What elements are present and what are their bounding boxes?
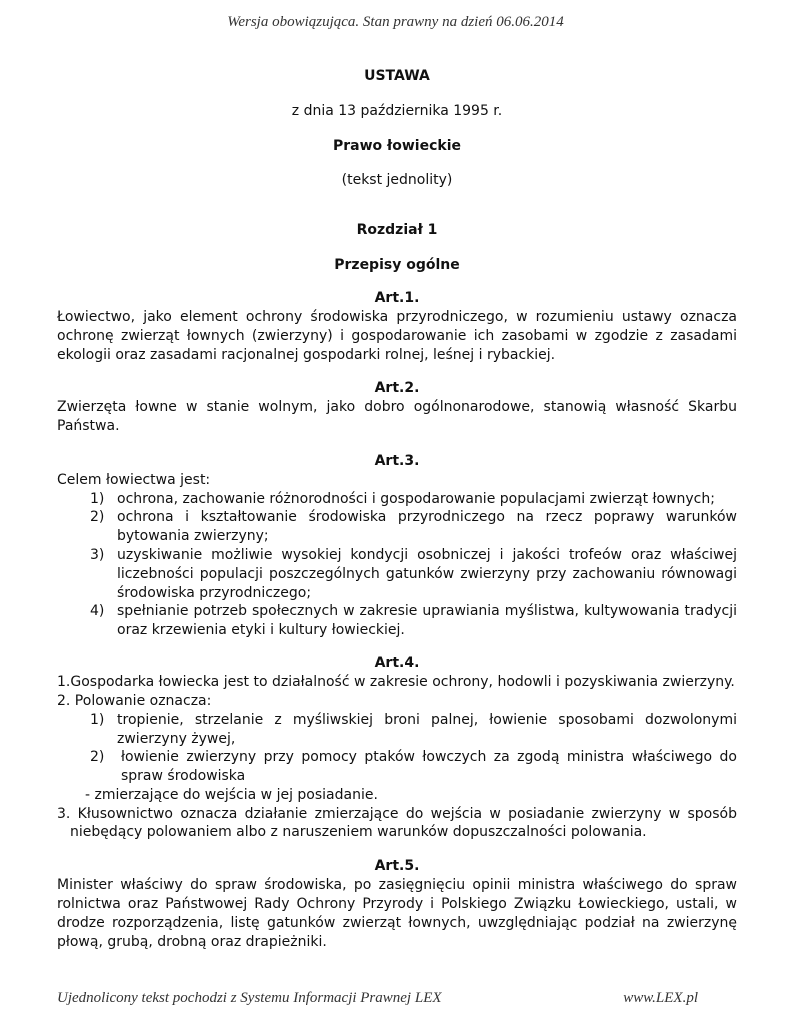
art3-item-text: ochrona i kształtowanie środowiska przyrodniczego na rzecz poprawy warunków bytowania zwierzyny; — [117, 509, 737, 544]
art4-item-text: łowienie zwierzyny przy pomocy ptaków łowczych za zgodą ministra właściwego do spraw środowiska — [121, 749, 737, 784]
art5-text: Minister właściwy do spraw środowiska, po zasięgnięciu opinii ministra właściwego do spraw rolnictwa oraz Państwowej Rady Ochrony Przyrody i Polskiego Związku Łowieckiego, ustali, w drodze rozporządzenia, listę gatunków zwierząt łownych, uwzględniając podział na zwierzynę płową, grubą, drobną oraz drapieżniki. — [57, 877, 737, 950]
art2-text: Zwierzęta łowne w stanie wolnym, jako dobro ogólnonarodowe, stanowią własność Skarbu Państwa. — [57, 399, 737, 434]
art3-item-number: 2) — [90, 509, 105, 525]
act-subtitle: (tekst jednolity) — [341, 172, 453, 188]
act-type-title: USTAWA — [364, 68, 430, 84]
art3-item-text: ochrona, zachowanie różnorodności i gospodarowanie populacjami zwierząt łownych; — [117, 491, 715, 507]
art2-heading: Art.2. — [374, 380, 420, 396]
act-date: z dnia 13 października 1995 r. — [291, 103, 503, 119]
art4-heading: Art.4. — [374, 655, 420, 671]
art3-item-number: 3) — [90, 547, 105, 563]
footer-source: Ujednolicony tekst pochodzi z Systemu Informacji Prawnej LEX — [57, 990, 442, 1006]
art3-item-text: spełnianie potrzeb społecznych w zakresie uprawiania myślistwa, kultywowania tradycji oraz krzewienia etyki i kultury łowieckiej. — [117, 603, 737, 638]
art1-heading: Art.1. — [374, 290, 420, 306]
page-header: Wersja obowiązująca. Stan prawny na dzień 06.06.2014 — [227, 14, 564, 30]
art4-item-number: 1) — [90, 712, 105, 728]
art4-paragraph-1: 1.Gospodarka łowiecka jest to działalność w zakresie ochrony, hodowli i pozyskiwania zwierzyny. — [57, 674, 735, 690]
art1-text: Łowiectwo, jako element ochrony środowiska przyrodniczego, w rozumieniu ustawy oznacza ochronę zwierząt łownych (zwierzyny) i gospodarowanie ich zasobami w zgodzie z zasadami ekologii oraz zasadami racjonalnej gospodarki rolnej, leśnej i rybackiej. — [57, 309, 737, 363]
footer-site: www.LEX.pl — [623, 990, 698, 1006]
art4-item-text: tropienie, strzelanie z myśliwskiej broni palnej, łowienie sposobami dozwolonymi zwierzyny żywej, — [117, 712, 737, 747]
chapter-title: Przepisy ogólne — [334, 257, 460, 273]
act-name: Prawo łowieckie — [333, 138, 461, 154]
art4-tail: - zmierzające do wejścia w jej posiadanie. — [85, 787, 378, 803]
art4-paragraph-3-line-2: niebędący polowaniem albo z naruszeniem warunków dopuszczalności polowania. — [70, 824, 647, 840]
chapter-number: Rozdział 1 — [356, 222, 438, 238]
art4-paragraph-3-line-1: 3. Kłusownictwo oznacza działanie zmierzające do wejścia w posiadanie zwierzyny w sposób — [57, 806, 737, 822]
art5-heading: Art.5. — [374, 858, 420, 874]
art3-heading: Art.3. — [374, 453, 420, 469]
art3-item-number: 4) — [90, 603, 105, 619]
art3-item-number: 1) — [90, 491, 105, 507]
art3-intro: Celem łowiectwa jest: — [57, 472, 211, 488]
art3-item-text: uzyskiwanie możliwie wysokiej kondycji osobniczej i jakości trofeów oraz właściwej liczebności populacji poszczególnych gatunków zwierzyny przy zachowaniu równowagi środowiska przyrodniczego; — [117, 547, 737, 601]
art4-paragraph-2: 2. Polowanie oznacza: — [57, 693, 212, 709]
art4-item-number: 2) — [90, 749, 105, 765]
